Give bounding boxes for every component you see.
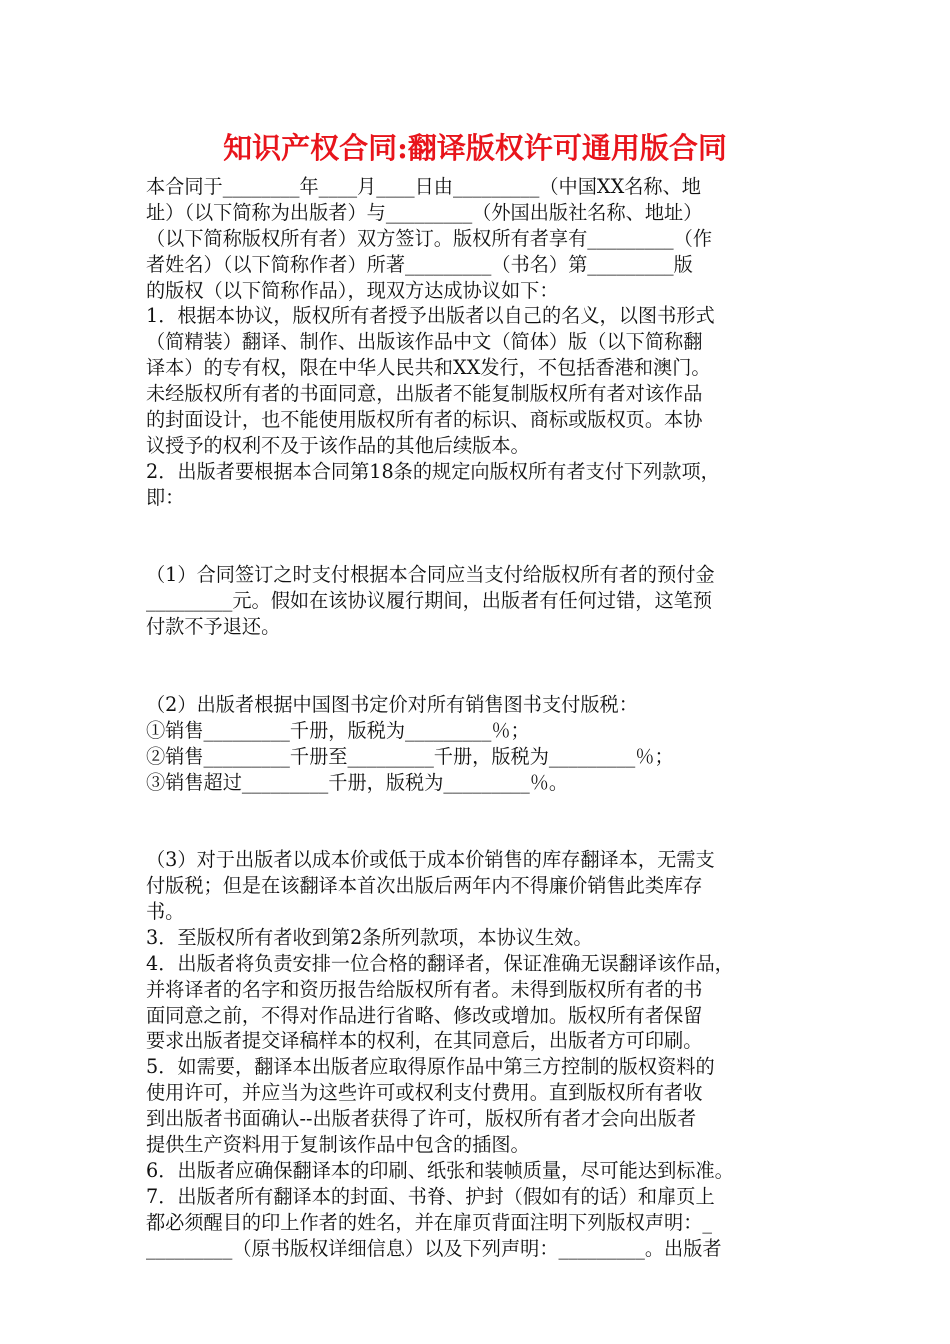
paragraph-gap	[146, 795, 826, 847]
contract-body	[146, 174, 826, 1261]
text-line: 的版权（以下简称作品），现双方达成协议如下：	[146, 278, 559, 302]
text-line: 面同意之前，不得对作品进行省略、修改或增加。版权所有者保留	[146, 1003, 703, 1027]
royalty-tier-1: ①销售_________千册，版税为_________％；	[146, 718, 530, 742]
text-line: 址）（以下简称为出版者）与_________（外国出版社名称、地址）	[146, 200, 703, 224]
text-line: 到出版者书面确认--出版者获得了许可，版权所有者才会向出版者	[146, 1107, 697, 1131]
royalty-tier-2: ②销售_________千册至_________千册，版税为_________％；	[146, 744, 674, 768]
text-line: 都必须醒目的印上作者的姓名，并在扉页背面注明下列版权声明：_	[146, 1210, 713, 1234]
sub-clause-3: （3）对于出版者以成本价或低于成本价销售的库存翻译本，无需支	[146, 848, 715, 872]
clause-1: 1．根据本协议，版权所有者授予出版者以自己的名义，以图书形式	[146, 304, 715, 328]
document-title: 知识产权合同:翻译版权许可通用版合同	[223, 131, 727, 165]
text-line: 书。	[146, 899, 185, 923]
text-line: 要求出版者提交译稿样本的权利，在其同意后，出版者方可印刷。	[146, 1029, 703, 1053]
royalty-tier-3: ③销售超过_________千册，版税为_________％。	[146, 770, 569, 794]
text-line: 的封面设计，也不能使用版权所有者的标识、商标或版权页。本协	[146, 408, 703, 432]
text-line: 本合同于________年____月____日由_________（中国XX名称、地	[146, 175, 701, 198]
clause-2: 2．出版者要根据本合同第18条的规定向版权所有者支付下列款项，	[146, 459, 720, 483]
text-line: 议授予的权利不及于该作品的其他后续版本。	[146, 433, 530, 457]
clause-7: 7．出版者所有翻译本的封面、书脊、护封（假如有的话）和扉页上	[146, 1184, 715, 1208]
text-line: 付版税；但是在该翻译本首次出版后两年内不得廉价销售此类库存	[146, 874, 703, 898]
text-line: 并将译者的名字和资历报告给版权所有者。未得到版权所有者的书	[146, 977, 703, 1001]
paragraph-gap	[146, 640, 826, 692]
clause-3: 3．至版权所有者收到第2条所列款项，本协议生效。	[146, 925, 593, 949]
text-line: _________（原书版权详细信息）以及下列声明：_________。出版者	[146, 1236, 722, 1260]
text-line: 使用许可，并应当为这些许可或权利支付费用。直到版权所有者收	[146, 1081, 703, 1105]
clause-5: 5．如需要，翻译本出版者应取得原作品中第三方控制的版权资料的	[146, 1055, 715, 1079]
sub-clause-2: （2）出版者根据中国图书定价对所有销售图书支付版税：	[146, 692, 638, 716]
text-line: _________元。假如在该协议履行期间，出版者有任何过错，这笔预	[146, 589, 713, 613]
text-line: 即：	[146, 485, 185, 509]
text-line: 提供生产资料用于复制该作品中包含的插图。	[146, 1133, 530, 1156]
text-line: 未经版权所有者的书面同意，出版者不能复制版权所有者对该作品	[146, 382, 703, 406]
text-line: 者姓名）（以下简称作者）所著_________（书名）第_________版	[146, 252, 693, 276]
clause-4: 4．出版者将负责安排一位合格的翻译者，保证准确无误翻译该作品，	[146, 951, 734, 975]
text-line: 付款不予退还。	[146, 615, 281, 639]
text-line: （简精装）翻译、制作、出版该作品中文（简体）版（以下简称翻	[146, 330, 703, 354]
clause-6: 6．出版者应确保翻译本的印刷、纸张和装帧质量，尽可能达到标准。	[146, 1158, 734, 1182]
text-line: （以下简称版权所有者）双方签订。版权所有者享有_________（作	[146, 226, 713, 250]
sub-clause-1: （1）合同签订之时支付根据本合同应当支付给版权所有者的预付金	[146, 563, 715, 587]
paragraph-gap	[146, 511, 826, 563]
text-line: 译本）的专有权，限在中华人民共和XX发行，不包括香港和澳门。	[146, 356, 711, 380]
